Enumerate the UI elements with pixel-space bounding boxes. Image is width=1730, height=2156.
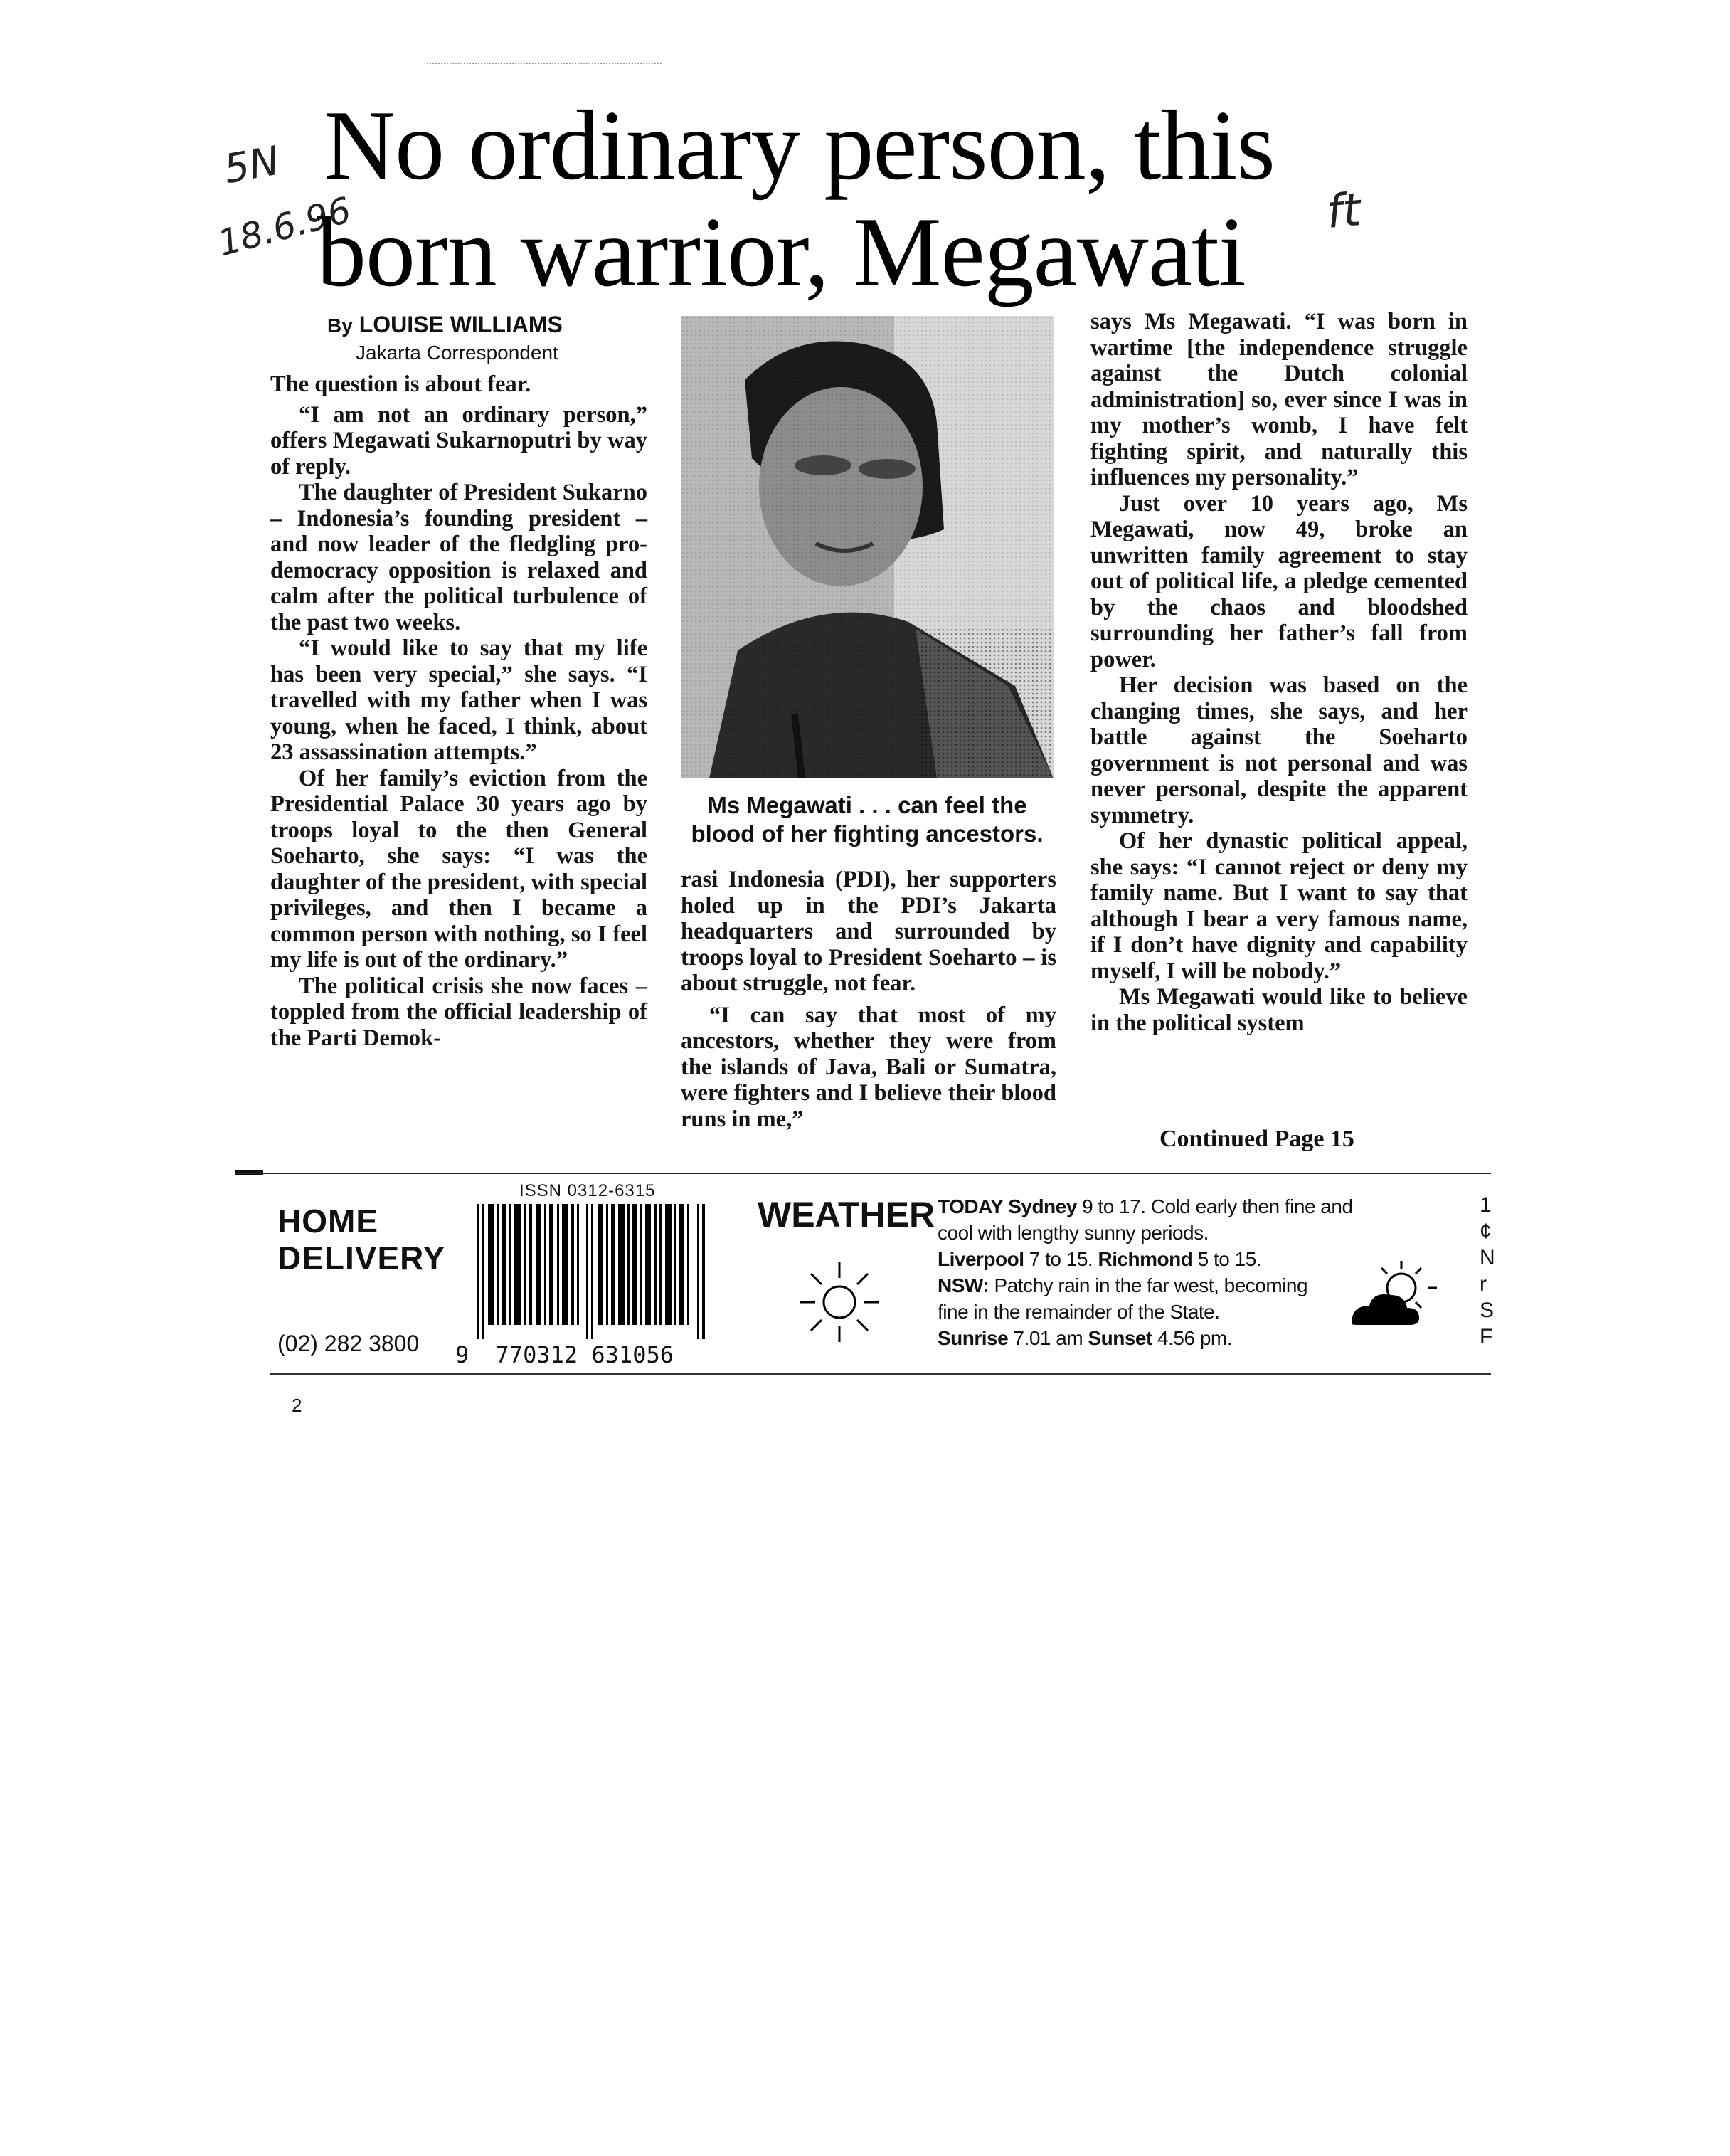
page-number: 2: [292, 1395, 302, 1416]
paragraph: “I would like to say that my life has been very special,” she says. “I travelled with my father when I was young, when he faced, I think, about 23 assassination attempts.”: [270, 635, 647, 765]
scan-noise-line: [427, 63, 662, 65]
dateline: Jakarta Correspondent: [356, 342, 558, 364]
paragraph: The question is about fear.: [270, 371, 531, 397]
home-delivery-label: [277, 1203, 445, 1277]
paragraph: “I am not an ordinary person,” offers Megawati Sukarnoputri by way of reply.: [270, 401, 647, 480]
richmond-label: Richmond: [1098, 1248, 1193, 1270]
forecast-sydney: [938, 1193, 1364, 1246]
barcode: [477, 1204, 711, 1339]
liverpool-label: Liverpool: [938, 1248, 1024, 1270]
footer-top-rule: [235, 1173, 1491, 1174]
issn: ISSN 0312-6315: [519, 1181, 656, 1200]
paragraph: Of her family’s eviction from the Presidential Palace 30 years ago by troops loyal to the then General Soeharto, she says: “I was the daughter of the president, with special privileges, and then I became a common person with nothing, so I feel my life is out of the ordinary.”: [270, 765, 647, 973]
delivery-label: DELIVERY: [277, 1240, 446, 1277]
paragraph: Just over 10 years ago, Ms Megawati, now 49, broke an unwritten family agreement to stay out of political life, a pledge cemented by the chaos and bloodshed surrounding her father’s fall from power.: [1090, 490, 1468, 672]
portrait-illustration: [681, 316, 1054, 778]
sun-times: [938, 1325, 1364, 1351]
barcode-lead-digit: 9: [455, 1341, 469, 1368]
sunset-time: 4.56 pm.: [1157, 1327, 1233, 1349]
paragraph: Of her dynastic political appeal, she says: “I cannot reject or deny my family name. But I want to say that although I bear a very famous name, if I don’t have dignity and capability myself, I will be nobody.”: [1090, 828, 1468, 984]
partly-cloudy-icon: [1344, 1259, 1444, 1331]
byline: [327, 312, 563, 338]
delivery-phone: (02) 282 3800: [277, 1331, 420, 1356]
sydney-forecast: 9 to 17. Cold early then fine and cool with lengthy sunny periods.: [938, 1195, 1353, 1244]
paragraph: says Ms Megawati. “I was born in wartime [the independence struggle against the Dutch colonial administration] so, ever since I was in my mother’s womb, I have felt fighting spirit, and naturally this influences my personality.”: [1090, 309, 1468, 490]
handwritten-date: 18.6.96: [213, 189, 356, 265]
handwritten-note-right: ft: [1324, 184, 1363, 239]
headline-line-1: No ordinary person, this: [324, 90, 1275, 201]
home-label: HOME: [277, 1203, 378, 1240]
paragraph: Ms Megawati would like to believe in the political system: [1090, 984, 1468, 1036]
barcode-number: [455, 1341, 674, 1368]
sunrise-label: Sunrise: [938, 1327, 1009, 1349]
article-column-1: [270, 371, 647, 1051]
byline-prefix: By: [327, 315, 353, 337]
weather-heading: WEATHER: [758, 1195, 935, 1235]
byline-name: LOUISE WILLIAMS: [359, 312, 563, 337]
headline: [317, 90, 1433, 307]
sunrise-time: 7.01 am: [1013, 1327, 1083, 1349]
headline-line-2: born warrior, Megawati: [317, 197, 1246, 307]
nsw-label: NSW:: [938, 1274, 989, 1296]
richmond-forecast: 5 to 15.: [1197, 1248, 1262, 1270]
weather-forecast: [938, 1193, 1364, 1351]
paragraph: rasi Indonesia (PDI), her supporters holed up in the PDI’s Jakarta headquarters and surrounded by troops loyal to President Soeharto – is about struggle, not fear.: [681, 867, 1056, 996]
barcode-digits: 770312 631056: [495, 1341, 674, 1368]
partly-cloudy-graphic: [1344, 1259, 1444, 1331]
forecast-nsw: [938, 1272, 1332, 1325]
sunset-label: Sunset: [1088, 1327, 1152, 1349]
paragraph: “I can say that most of my ancestors, whether they were from the islands of Java, Bali or Sumatra, were fighters and I believe their blood runs in me,”: [681, 1002, 1056, 1132]
paragraph: The political crisis she now faces – toppled from the official leadership of the Parti Demok-: [270, 973, 647, 1051]
cropped-edge-text: 1 ¢ N r S F: [1480, 1193, 1495, 1348]
nsw-forecast: Patchy rain in the far west, becoming fine in the remainder of the State.: [938, 1274, 1308, 1323]
barcode-bars: [477, 1204, 711, 1339]
footer-bottom-rule: [270, 1373, 1491, 1375]
sun-icon-graphic: [797, 1259, 882, 1345]
paragraph: The daughter of President Sukarno – Indonesia’s founding president – and now leader of the fledgling pro-democracy opposition is relaxed and calm after the political turbulence of the past two weeks.: [270, 480, 647, 635]
today-sydney-label: TODAY Sydney: [938, 1195, 1077, 1217]
paragraph: Her decision was based on the changing times, she says, and her battle against the Soeharto government is not personal and was never personal, despite the apparent symmetry.: [1090, 672, 1468, 828]
article-column-3: [1090, 309, 1468, 1036]
forecast-suburbs: [938, 1246, 1364, 1272]
megawati-photo: [681, 316, 1054, 778]
photo-caption: Ms Megawati . . . can feel the blood of her fighting ancestors.: [691, 792, 1044, 847]
sun-icon: [797, 1259, 882, 1345]
article-column-2: [681, 867, 1056, 1132]
liverpool-forecast: 7 to 15.: [1029, 1248, 1093, 1270]
handwritten-note-top-left: 5N: [220, 137, 283, 194]
continued-notice: Continued Page 15: [1159, 1126, 1354, 1152]
